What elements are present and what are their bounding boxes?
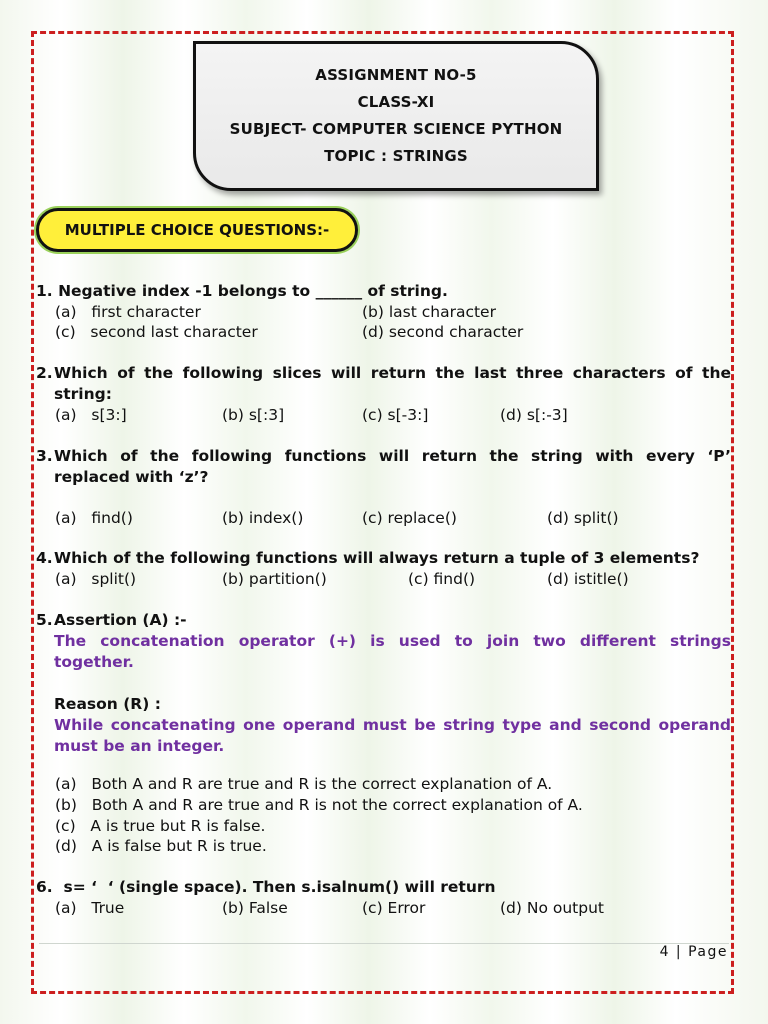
assertion-line-2: together. [54,653,134,671]
q5-option-b: (b) Both A and R are true and R is not the correct explanation of A. [55,796,583,814]
question-5 [36,610,731,757]
q2-number: 2. [36,364,53,382]
q5-option-d: (d) A is false but R is true. [55,837,267,855]
topic-title: TOPIC : STRINGS [324,147,468,165]
q2-option-b: (b) s[:3] [222,406,285,424]
q4-option-d: (d) istitle() [547,570,629,588]
q1-option-d: (d) second character [362,323,524,341]
question-6: 6. s= ‘ ‘ (single space). Then s.isalnum() will return [36,878,496,896]
q6-option-a: (a) True [55,899,125,917]
q2-option-d: (d) s[:-3] [500,406,568,424]
q2-line-2: string: [54,385,112,403]
q5-option-c: (c) A is true but R is false. [55,817,266,835]
q2-line-1: Which of the following slices will return the last three characters of the [54,364,731,382]
q3-number: 3. [36,447,53,465]
q3-option-a: (a) find() [55,509,133,527]
q4-option-b: (b) partition() [222,570,327,588]
q1-option-c: (c) second last character [55,323,258,341]
q6-option-c: (c) Error [362,899,426,917]
footer-divider [39,943,729,944]
q3-option-c: (c) replace() [362,509,457,527]
question-1: 1. Negative index -1 belongs to ______ of string. [36,282,448,300]
q5-number: 5. [36,611,53,629]
title-box [193,41,599,191]
q4-option-a: (a) split() [55,570,137,588]
reason-line-1: While concatenating one operand must be string type and second operand [54,716,731,734]
q6-option-b: (b) False [222,899,288,917]
q5-option-a: (a) Both A and R are true and R is the correct explanation of A. [55,775,553,793]
question-3 [36,446,731,488]
section-banner: MULTIPLE CHOICE QUESTIONS:- [36,208,358,252]
q4-text: Which of the following functions will always return a tuple of 3 elements? [54,549,700,567]
q3-option-b: (b) index() [222,509,304,527]
q2-option-a: (a) s[3:] [55,406,127,424]
question-4 [36,548,731,569]
q3-option-d: (d) split() [547,509,619,527]
assignment-title: ASSIGNMENT NO-5 [315,66,477,84]
q1-option-a: (a) first character [55,303,201,321]
q2-option-c: (c) s[-3:] [362,406,429,424]
q4-number: 4. [36,549,53,567]
page-number: 4 | Page [659,944,728,960]
class-title: CLASS-XI [357,93,435,111]
q3-line-1: Which of the following functions will return the string with every ‘P’ [54,447,731,465]
q1-option-b: (b) last character [362,303,496,321]
q4-option-c: (c) find() [408,570,476,588]
q6-option-d: (d) No output [500,899,604,917]
q3-line-2: replaced with ‘z’? [54,468,209,486]
assertion-line-1: The concatenation operator (+) is used to join two different strings [54,632,731,650]
subject-title: SUBJECT- COMPUTER SCIENCE PYTHON [229,120,563,138]
question-2 [36,363,731,405]
reason-label: Reason (R) : [54,695,161,713]
assertion-label: Assertion (A) :- [54,611,187,629]
reason-line-2: must be an integer. [54,737,225,755]
